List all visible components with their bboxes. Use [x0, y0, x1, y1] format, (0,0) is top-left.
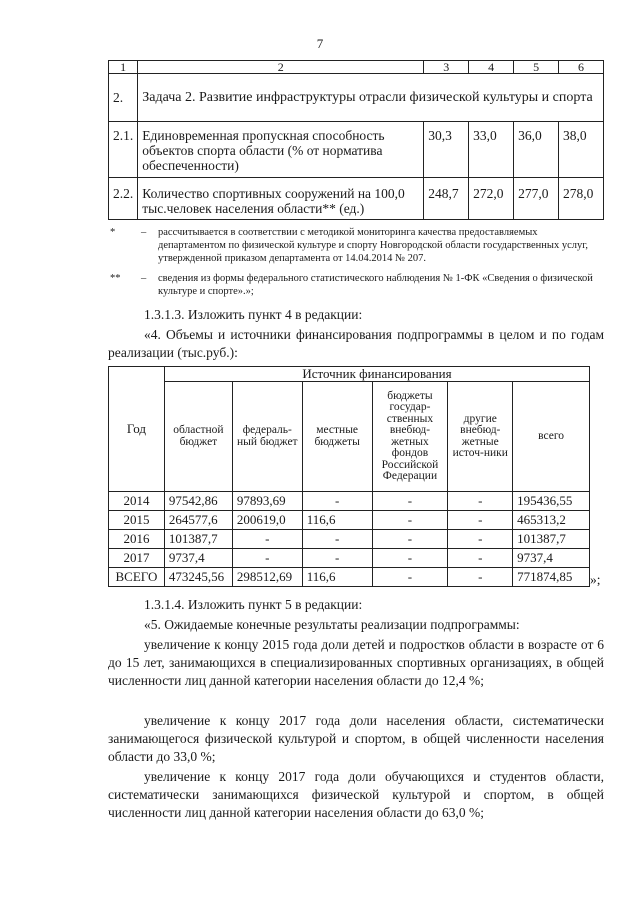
value-cell: 278,0 — [559, 178, 604, 220]
column-header: другие внебюд-жетные источ-ники — [448, 382, 513, 492]
indicators-table — [108, 60, 604, 220]
value-cell: - — [302, 530, 372, 549]
value-cell: 36,0 — [514, 122, 559, 178]
table-header-row — [109, 61, 604, 74]
value-cell: - — [372, 511, 448, 530]
table-row — [109, 122, 604, 178]
row-number: 2.2. — [109, 178, 138, 220]
footnote-text: сведения из формы федерального статистического наблюдения № 1-ФК «Сведения о физической культуре и спорте».»; — [158, 273, 593, 297]
footnote — [108, 272, 604, 298]
value-cell: 101387,7 — [513, 530, 590, 549]
value-cell: - — [372, 568, 448, 587]
value-cell: 465313,2 — [513, 511, 590, 530]
value-cell: 272,0 — [469, 178, 514, 220]
value-cell: 30,3 — [424, 122, 469, 178]
value-cell: - — [232, 530, 302, 549]
value-cell: - — [232, 549, 302, 568]
value-cell: 9737,4 — [513, 549, 590, 568]
paragraph-1-3-1-3: 1.3.1.3. Изложить пункт 4 в редакции: — [144, 307, 363, 322]
header-cell: 2 — [138, 61, 424, 74]
footnote-text: рассчитывается в соответствии с методикой мониторинга качества предоставляемых департаментом по физической культуре и спорту Новгородской области государственных услуг, утвержденной приказом департамента от 14.04.2014 № 207. — [158, 227, 589, 264]
column-header: местные бюджеты — [302, 382, 372, 492]
financing-table — [108, 366, 590, 587]
value-cell: 116,6 — [302, 511, 372, 530]
year-header: Год — [109, 367, 165, 492]
value-cell: - — [372, 492, 448, 511]
table-row — [109, 530, 590, 549]
table-row — [109, 511, 590, 530]
value-cell: 33,0 — [469, 122, 514, 178]
row-text: Количество спортивных сооружений на 100,0 тыс.человек населения области** (ед.) — [138, 178, 424, 220]
table-row-total — [109, 568, 590, 587]
column-header: всего — [513, 382, 590, 492]
value-cell: 195436,55 — [513, 492, 590, 511]
header-cell: 5 — [514, 61, 559, 74]
value-cell: 298512,69 — [232, 568, 302, 587]
year-cell: 2014 — [109, 492, 165, 511]
value-cell: 101387,7 — [164, 530, 232, 549]
header-cell: 6 — [559, 61, 604, 74]
footnote-mark: ** — [110, 273, 121, 284]
result-item: увеличение к концу 2017 года доли населения области, систематически занимающегося физической культурой и спортом, в общей численности населения области до 33,0 %; — [108, 713, 604, 764]
paragraph-item-4: «4. Объемы и источники финансирования подпрограммы в целом и по годам реализации (тыс.руб.): — [108, 327, 604, 360]
table-row — [109, 549, 590, 568]
footnote — [108, 226, 604, 265]
value-cell: - — [448, 530, 513, 549]
year-cell: 2017 — [109, 549, 165, 568]
table-row — [109, 492, 590, 511]
footnote-dash: – — [141, 273, 147, 284]
value-cell: - — [372, 530, 448, 549]
row-number: 2. — [109, 74, 138, 122]
header-cell: 1 — [109, 61, 138, 74]
value-cell: 264577,6 — [164, 511, 232, 530]
table-closing-quote: »; — [590, 572, 601, 587]
value-cell: - — [302, 549, 372, 568]
year-cell: 2015 — [109, 511, 165, 530]
value-cell: 97542,86 — [164, 492, 232, 511]
value-cell: - — [448, 568, 513, 587]
value-cell: - — [448, 492, 513, 511]
year-cell: ВСЕГО — [109, 568, 165, 587]
column-header: федераль-ный бюджет — [232, 382, 302, 492]
row-text: Единовременная пропускная способность объектов спорта области (% от норматива обеспеченности) — [138, 122, 424, 178]
value-cell: - — [448, 549, 513, 568]
table-row — [109, 178, 604, 220]
source-header: Источник финансирования — [164, 367, 589, 382]
value-cell: - — [448, 511, 513, 530]
header-cell: 4 — [469, 61, 514, 74]
task-text: Задача 2. Развитие инфраструктуры отрасли физической культуры и спорта — [138, 74, 604, 122]
value-cell: 473245,56 — [164, 568, 232, 587]
value-cell: 116,6 — [302, 568, 372, 587]
value-cell: 277,0 — [514, 178, 559, 220]
task-row — [109, 74, 604, 122]
row-number: 2.1. — [109, 122, 138, 178]
column-header: областной бюджет — [164, 382, 232, 492]
paragraph-item-5: «5. Ожидаемые конечные результаты реализации подпрограммы: — [144, 617, 520, 632]
value-cell: 200619,0 — [232, 511, 302, 530]
footnote-mark: * — [110, 227, 116, 238]
table-subheader-row — [109, 382, 590, 492]
value-cell: 248,7 — [424, 178, 469, 220]
value-cell: 97893,69 — [232, 492, 302, 511]
paragraph-1-3-1-4: 1.3.1.4. Изложить пункт 5 в редакции: — [144, 597, 363, 612]
value-cell: - — [302, 492, 372, 511]
value-cell: - — [372, 549, 448, 568]
table-header-row — [109, 367, 590, 382]
footnote-dash: – — [141, 227, 147, 238]
page-number: 7 — [316, 36, 324, 51]
header-cell: 3 — [424, 61, 469, 74]
value-cell: 771874,85 — [513, 568, 590, 587]
result-item: увеличение к концу 2015 года доли детей и подростков области в возрасте от 6 до 15 лет, занимающихся в специализированных спортивных организациях, в общей численности лиц данной категории населения области до 12,4 %; — [108, 637, 604, 688]
value-cell: 38,0 — [559, 122, 604, 178]
column-header: бюджеты государ-ственных внебюд-жетных фондов Российской Федерации — [372, 382, 448, 492]
value-cell: 9737,4 — [164, 549, 232, 568]
year-cell: 2016 — [109, 530, 165, 549]
result-item: увеличение к концу 2017 года доли обучающихся и студентов области, систематически занимающихся физической культурой и спортом, в общей численности лиц данной категории населения области до 63,0 %; — [108, 769, 604, 820]
